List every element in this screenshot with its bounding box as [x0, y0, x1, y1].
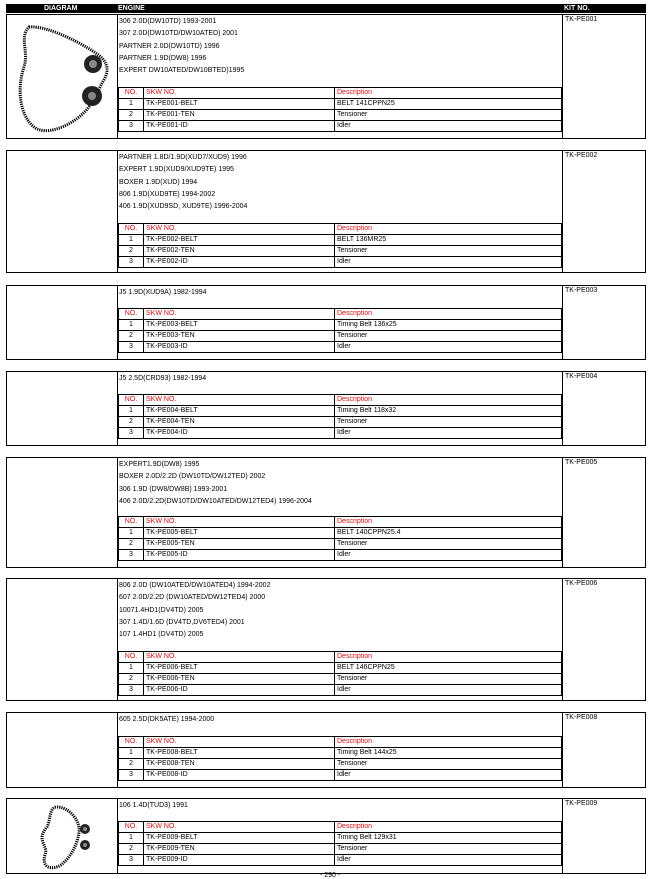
part-description: Tensioner	[335, 539, 562, 550]
desc-header: Description	[335, 737, 562, 748]
part-no: 1	[119, 235, 144, 246]
engine-line: EXPERT 1.9D(XUD9/XUD9TE) 1995	[119, 166, 234, 174]
part-description: Idler	[335, 428, 562, 439]
table-row	[119, 331, 562, 342]
diagram-header: DIAGRAM	[44, 5, 78, 12]
table-row	[119, 99, 562, 110]
part-no: 1	[119, 528, 144, 539]
part-skw: TK-PE009-TEN	[144, 844, 335, 855]
kit-block	[6, 712, 646, 788]
kit-number: TK-PE008	[565, 714, 598, 721]
engine-header: ENGINE	[118, 5, 145, 12]
skw-header: SKW NO.	[144, 737, 335, 748]
part-skw: TK-PE009-ID	[144, 855, 335, 866]
no-header: NO.	[119, 88, 144, 99]
parts-header-row	[119, 737, 562, 748]
table-row	[119, 121, 562, 132]
part-description: Tensioner	[335, 110, 562, 121]
desc-header: Description	[335, 224, 562, 235]
part-skw: TK-PE006-ID	[144, 685, 335, 696]
kit-block	[6, 578, 646, 701]
part-description: Tensioner	[335, 417, 562, 428]
part-description: Idler	[335, 121, 562, 132]
part-no: 3	[119, 770, 144, 781]
engine-list	[119, 373, 206, 385]
part-description: Tensioner	[335, 844, 562, 855]
engine-line: 306 1.9D (DW8/DW8B) 1993-2001	[119, 485, 228, 493]
parts-header-row	[119, 395, 562, 406]
part-description: Idler	[335, 855, 562, 866]
desc-header: Description	[335, 88, 562, 99]
table-row	[119, 406, 562, 417]
no-header: NO.	[119, 517, 144, 528]
part-no: 2	[119, 110, 144, 121]
parts-table	[118, 821, 562, 866]
part-no: 1	[119, 663, 144, 674]
engine-line: 806 1.9D(XUD9TE) 1994-2002	[119, 190, 216, 198]
kit-number: TK-PE006	[565, 580, 598, 587]
part-description: BELT 140CPPN25.4	[335, 528, 562, 539]
part-description: Timing Belt 129x31	[335, 833, 562, 844]
no-header: NO.	[119, 224, 144, 235]
part-no: 2	[119, 417, 144, 428]
part-skw: TK-PE001-TEN	[144, 110, 335, 121]
column-divider	[562, 458, 563, 567]
part-skw: TK-PE006-TEN	[144, 674, 335, 685]
engine-line: 406 1.9D(XUD9SD, XUD9TE) 1996-2004	[119, 203, 248, 211]
table-header	[6, 4, 646, 13]
part-description: Timing Belt 144x25	[335, 748, 562, 759]
part-no: 3	[119, 550, 144, 561]
part-no: 2	[119, 674, 144, 685]
kit-number: TK-PE005	[565, 459, 598, 466]
skw-header: SKW NO.	[144, 309, 335, 320]
part-skw: TK-PE003-BELT	[144, 320, 335, 331]
skw-header: SKW NO.	[144, 517, 335, 528]
kit-block	[6, 285, 646, 360]
table-row	[119, 246, 562, 257]
part-skw: TK-PE008-ID	[144, 770, 335, 781]
engine-list	[119, 800, 188, 812]
desc-header: Description	[335, 309, 562, 320]
kit-block	[6, 457, 646, 568]
kit-number: TK-PE002	[565, 152, 598, 159]
part-description: Tensioner	[335, 331, 562, 342]
part-skw: TK-PE005-ID	[144, 550, 335, 561]
parts-table	[118, 516, 562, 561]
table-row	[119, 257, 562, 268]
part-skw: TK-PE002-ID	[144, 257, 335, 268]
engine-list	[119, 152, 247, 213]
engine-line: 306 2.0D(DW10TD) 1993-2001	[119, 18, 217, 25]
belt-diagram-icon	[9, 17, 115, 137]
part-skw: TK-PE009-BELT	[144, 833, 335, 844]
table-row	[119, 539, 562, 550]
table-row	[119, 528, 562, 539]
column-divider	[562, 15, 563, 138]
part-no: 3	[119, 428, 144, 439]
desc-header: Description	[335, 517, 562, 528]
column-divider	[562, 286, 563, 359]
part-no: 1	[119, 99, 144, 110]
table-row	[119, 770, 562, 781]
engine-line: EXPERT DW10ATED/DW10BTED)1995	[119, 67, 245, 75]
engine-list	[119, 16, 244, 77]
part-no: 3	[119, 855, 144, 866]
parts-table	[118, 87, 562, 132]
parts-table	[118, 394, 562, 439]
part-no: 2	[119, 844, 144, 855]
part-description: Idler	[335, 257, 562, 268]
kit-block	[6, 371, 646, 446]
table-row	[119, 428, 562, 439]
part-skw: TK-PE004-ID	[144, 428, 335, 439]
engine-list	[119, 580, 270, 641]
part-no: 2	[119, 539, 144, 550]
part-no: 1	[119, 320, 144, 331]
column-divider	[562, 713, 563, 787]
part-skw: TK-PE004-BELT	[144, 406, 335, 417]
part-skw: TK-PE003-ID	[144, 342, 335, 353]
part-description: Tensioner	[335, 674, 562, 685]
engine-line: 605 2.5D(DK5ATE) 1994-2000	[119, 716, 215, 723]
engine-line: 10071.4HD1(DV4TD) 2005	[119, 606, 204, 614]
part-skw: TK-PE002-BELT	[144, 235, 335, 246]
engine-line: EXPERT1.9D(DW8) 1995	[119, 461, 200, 468]
part-skw: TK-PE006-BELT	[144, 663, 335, 674]
no-header: NO.	[119, 737, 144, 748]
engine-line: J5 2.5D(CRD93) 1982-1994	[119, 375, 207, 382]
skw-header: SKW NO.	[144, 395, 335, 406]
part-skw: TK-PE001-BELT	[144, 99, 335, 110]
table-row	[119, 833, 562, 844]
engine-line: 106 1.4D(TUD3) 1991	[119, 802, 188, 809]
engine-line: PARTNER 1.8D/1.9D(XUD7/XUD9) 1996	[119, 154, 247, 161]
part-description: BELT 141CPPN25	[335, 99, 562, 110]
kit-number: TK-PE004	[565, 373, 598, 380]
parts-header-row	[119, 309, 562, 320]
kit-number: TK-PE001	[565, 16, 598, 23]
part-description: Idler	[335, 550, 562, 561]
desc-header: Description	[335, 652, 562, 663]
column-divider	[562, 799, 563, 873]
part-description: Idler	[335, 685, 562, 696]
parts-table	[118, 736, 562, 781]
engine-list	[119, 714, 214, 726]
engine-line: 307 2.0D(DW10TD/DW10ATED) 2001	[119, 30, 238, 38]
desc-header: Description	[335, 395, 562, 406]
skw-header: SKW NO.	[144, 652, 335, 663]
no-header: NO.	[119, 652, 144, 663]
engine-line: 607 2.0D/2.2D (DW10ATED/DW12TED4) 2000	[119, 594, 266, 602]
table-row	[119, 663, 562, 674]
engine-line: 806 2.0D (DW10ATED/DW10ATED4) 1994-2002	[119, 582, 271, 589]
no-header: NO.	[119, 822, 144, 833]
part-no: 2	[119, 331, 144, 342]
part-skw: TK-PE003-TEN	[144, 331, 335, 342]
part-description: Tensioner	[335, 759, 562, 770]
parts-header-row	[119, 652, 562, 663]
kit-number: TK-PE003	[565, 287, 598, 294]
no-header: NO.	[119, 395, 144, 406]
part-no: 3	[119, 121, 144, 132]
parts-header-row	[119, 224, 562, 235]
engine-line: BOXER 2.0D/2.2D (DW10TD/DW12TED) 2002	[119, 473, 266, 481]
parts-header-row	[119, 88, 562, 99]
parts-table	[118, 223, 562, 268]
table-row	[119, 110, 562, 121]
part-no: 2	[119, 246, 144, 257]
part-skw: TK-PE008-TEN	[144, 759, 335, 770]
part-skw: TK-PE005-BELT	[144, 528, 335, 539]
table-row	[119, 550, 562, 561]
kit-block	[6, 798, 646, 874]
part-no: 1	[119, 748, 144, 759]
engine-line: PARTNER 2.0D(DW10TD) 1996	[119, 42, 220, 50]
table-row	[119, 235, 562, 246]
table-row	[119, 759, 562, 770]
part-no: 1	[119, 406, 144, 417]
part-description: BELT 136MR25	[335, 235, 562, 246]
column-divider	[562, 151, 563, 272]
table-row	[119, 748, 562, 759]
part-no: 3	[119, 342, 144, 353]
kit-block	[6, 150, 646, 273]
table-row	[119, 417, 562, 428]
parts-header-row	[119, 822, 562, 833]
engine-line: J5 1.9D(XUD9A) 1982-1994	[119, 289, 207, 296]
engine-list	[119, 287, 207, 299]
table-row	[119, 320, 562, 331]
no-header: NO.	[119, 309, 144, 320]
engine-line: BOXER 1.9D(XUD) 1994	[119, 178, 198, 186]
skw-header: SKW NO.	[144, 88, 335, 99]
part-no: 3	[119, 257, 144, 268]
kit-number: TK-PE009	[565, 800, 598, 807]
desc-header: Description	[335, 822, 562, 833]
part-skw: TK-PE002-TEN	[144, 246, 335, 257]
table-row	[119, 685, 562, 696]
part-skw: TK-PE005-TEN	[144, 539, 335, 550]
part-description: Idler	[335, 342, 562, 353]
part-description: Timing Belt 136x25	[335, 320, 562, 331]
parts-table	[118, 651, 562, 696]
kit-block	[6, 14, 646, 139]
engine-line: 406 2.0D/2.2D(DW10TD/DW10ATED/DW12TED4) 1996-2004	[119, 497, 312, 505]
table-row	[119, 844, 562, 855]
part-no: 1	[119, 833, 144, 844]
part-description: Idler	[335, 770, 562, 781]
part-description: Tensioner	[335, 246, 562, 257]
belt-diagram-icon	[9, 801, 109, 873]
table-row	[119, 342, 562, 353]
part-skw: TK-PE004-TEN	[144, 417, 335, 428]
parts-header-row	[119, 517, 562, 528]
part-no: 3	[119, 685, 144, 696]
parts-table	[118, 308, 562, 353]
skw-header: SKW NO.	[144, 822, 335, 833]
engine-list	[119, 459, 312, 508]
kit-header: KIT NO.	[564, 5, 590, 12]
skw-header: SKW NO.	[144, 224, 335, 235]
table-row	[119, 855, 562, 866]
column-divider	[562, 579, 563, 700]
page-number: - 290 -	[320, 872, 341, 879]
part-skw: TK-PE001-ID	[144, 121, 335, 132]
part-no: 2	[119, 759, 144, 770]
part-description: Timing Belt 118x32	[335, 406, 562, 417]
column-divider	[562, 372, 563, 445]
part-description: BELT 146CPPN25	[335, 663, 562, 674]
engine-line: PARTNER 1.9D(DW8) 1996	[119, 54, 207, 62]
part-skw: TK-PE008-BELT	[144, 748, 335, 759]
table-row	[119, 674, 562, 685]
engine-line: 107 1.4HD1 (DV4TD) 2005	[119, 631, 204, 639]
engine-line: 307 1.4D/1.6D (DV4TD,DV6TED4) 2001	[119, 618, 245, 626]
